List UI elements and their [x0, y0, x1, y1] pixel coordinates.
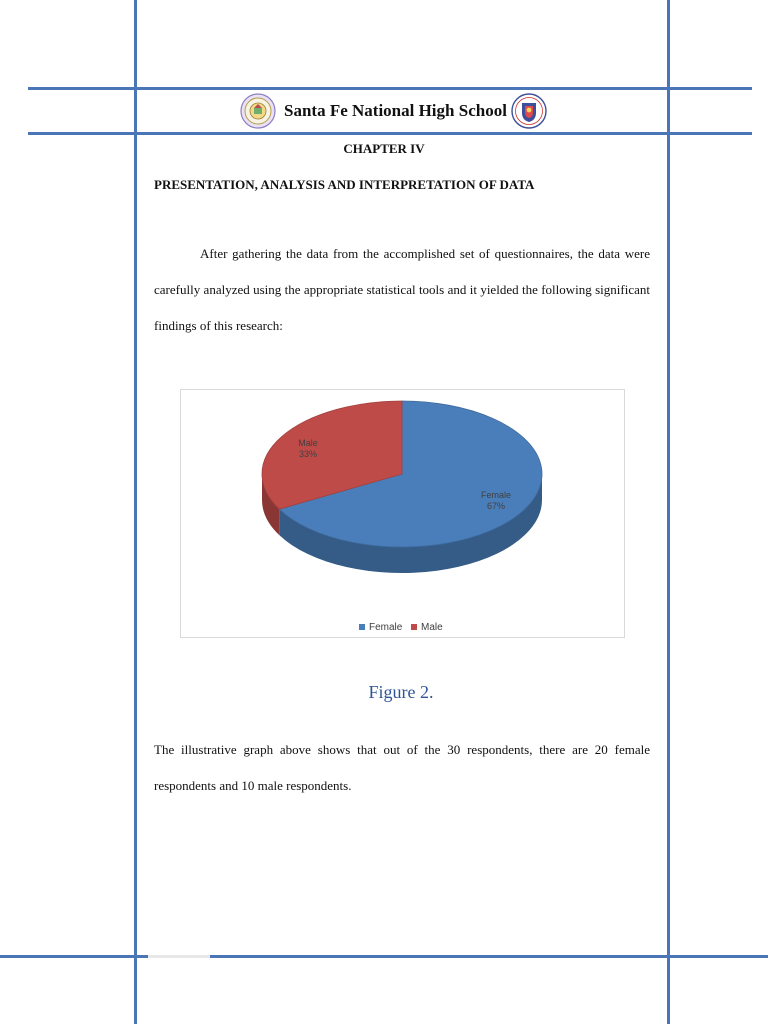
header-top-line [28, 87, 752, 90]
school-header [240, 91, 570, 131]
legend-swatch-male [411, 624, 417, 630]
pie-chart [181, 390, 624, 637]
legend-swatch-female [359, 624, 365, 630]
description-paragraph: The illustrative graph above shows that out of the 30 respondents, there are 20 female respondents and 10 male respondents. [154, 742, 650, 793]
deped-seal-icon [511, 93, 547, 129]
figure-caption: Figure 2. [368, 682, 434, 702]
data-label-male-value: 33% [298, 448, 318, 459]
footer-page-tab [148, 955, 210, 958]
legend-label-male: Male [421, 622, 443, 633]
school-name: Santa Fe National High School [284, 101, 507, 120]
legend-label-female: Female [369, 622, 403, 633]
chapter-heading: CHAPTER IV [343, 141, 425, 156]
respondents-chart [180, 389, 625, 638]
footer-line [0, 955, 768, 958]
chart-legend [359, 622, 443, 633]
school-seal-icon [240, 93, 276, 129]
intro-paragraph-text: After gathering the data from the accomplished set of questionnaires, the data were carefully analyzed using the appropriate statistical tools and it yielded the following significant findings of this research: [154, 246, 650, 333]
data-label-male-name: Male [298, 437, 318, 448]
header-bottom-line [28, 132, 752, 135]
intro-paragraph [154, 236, 650, 344]
data-label-female-name: Female [480, 490, 512, 501]
section-title: PRESENTATION, ANALYSIS AND INTERPRETATION OF DATA [154, 177, 535, 192]
pie-top-layer [262, 401, 542, 547]
data-label-female-value: 67% [486, 501, 506, 512]
